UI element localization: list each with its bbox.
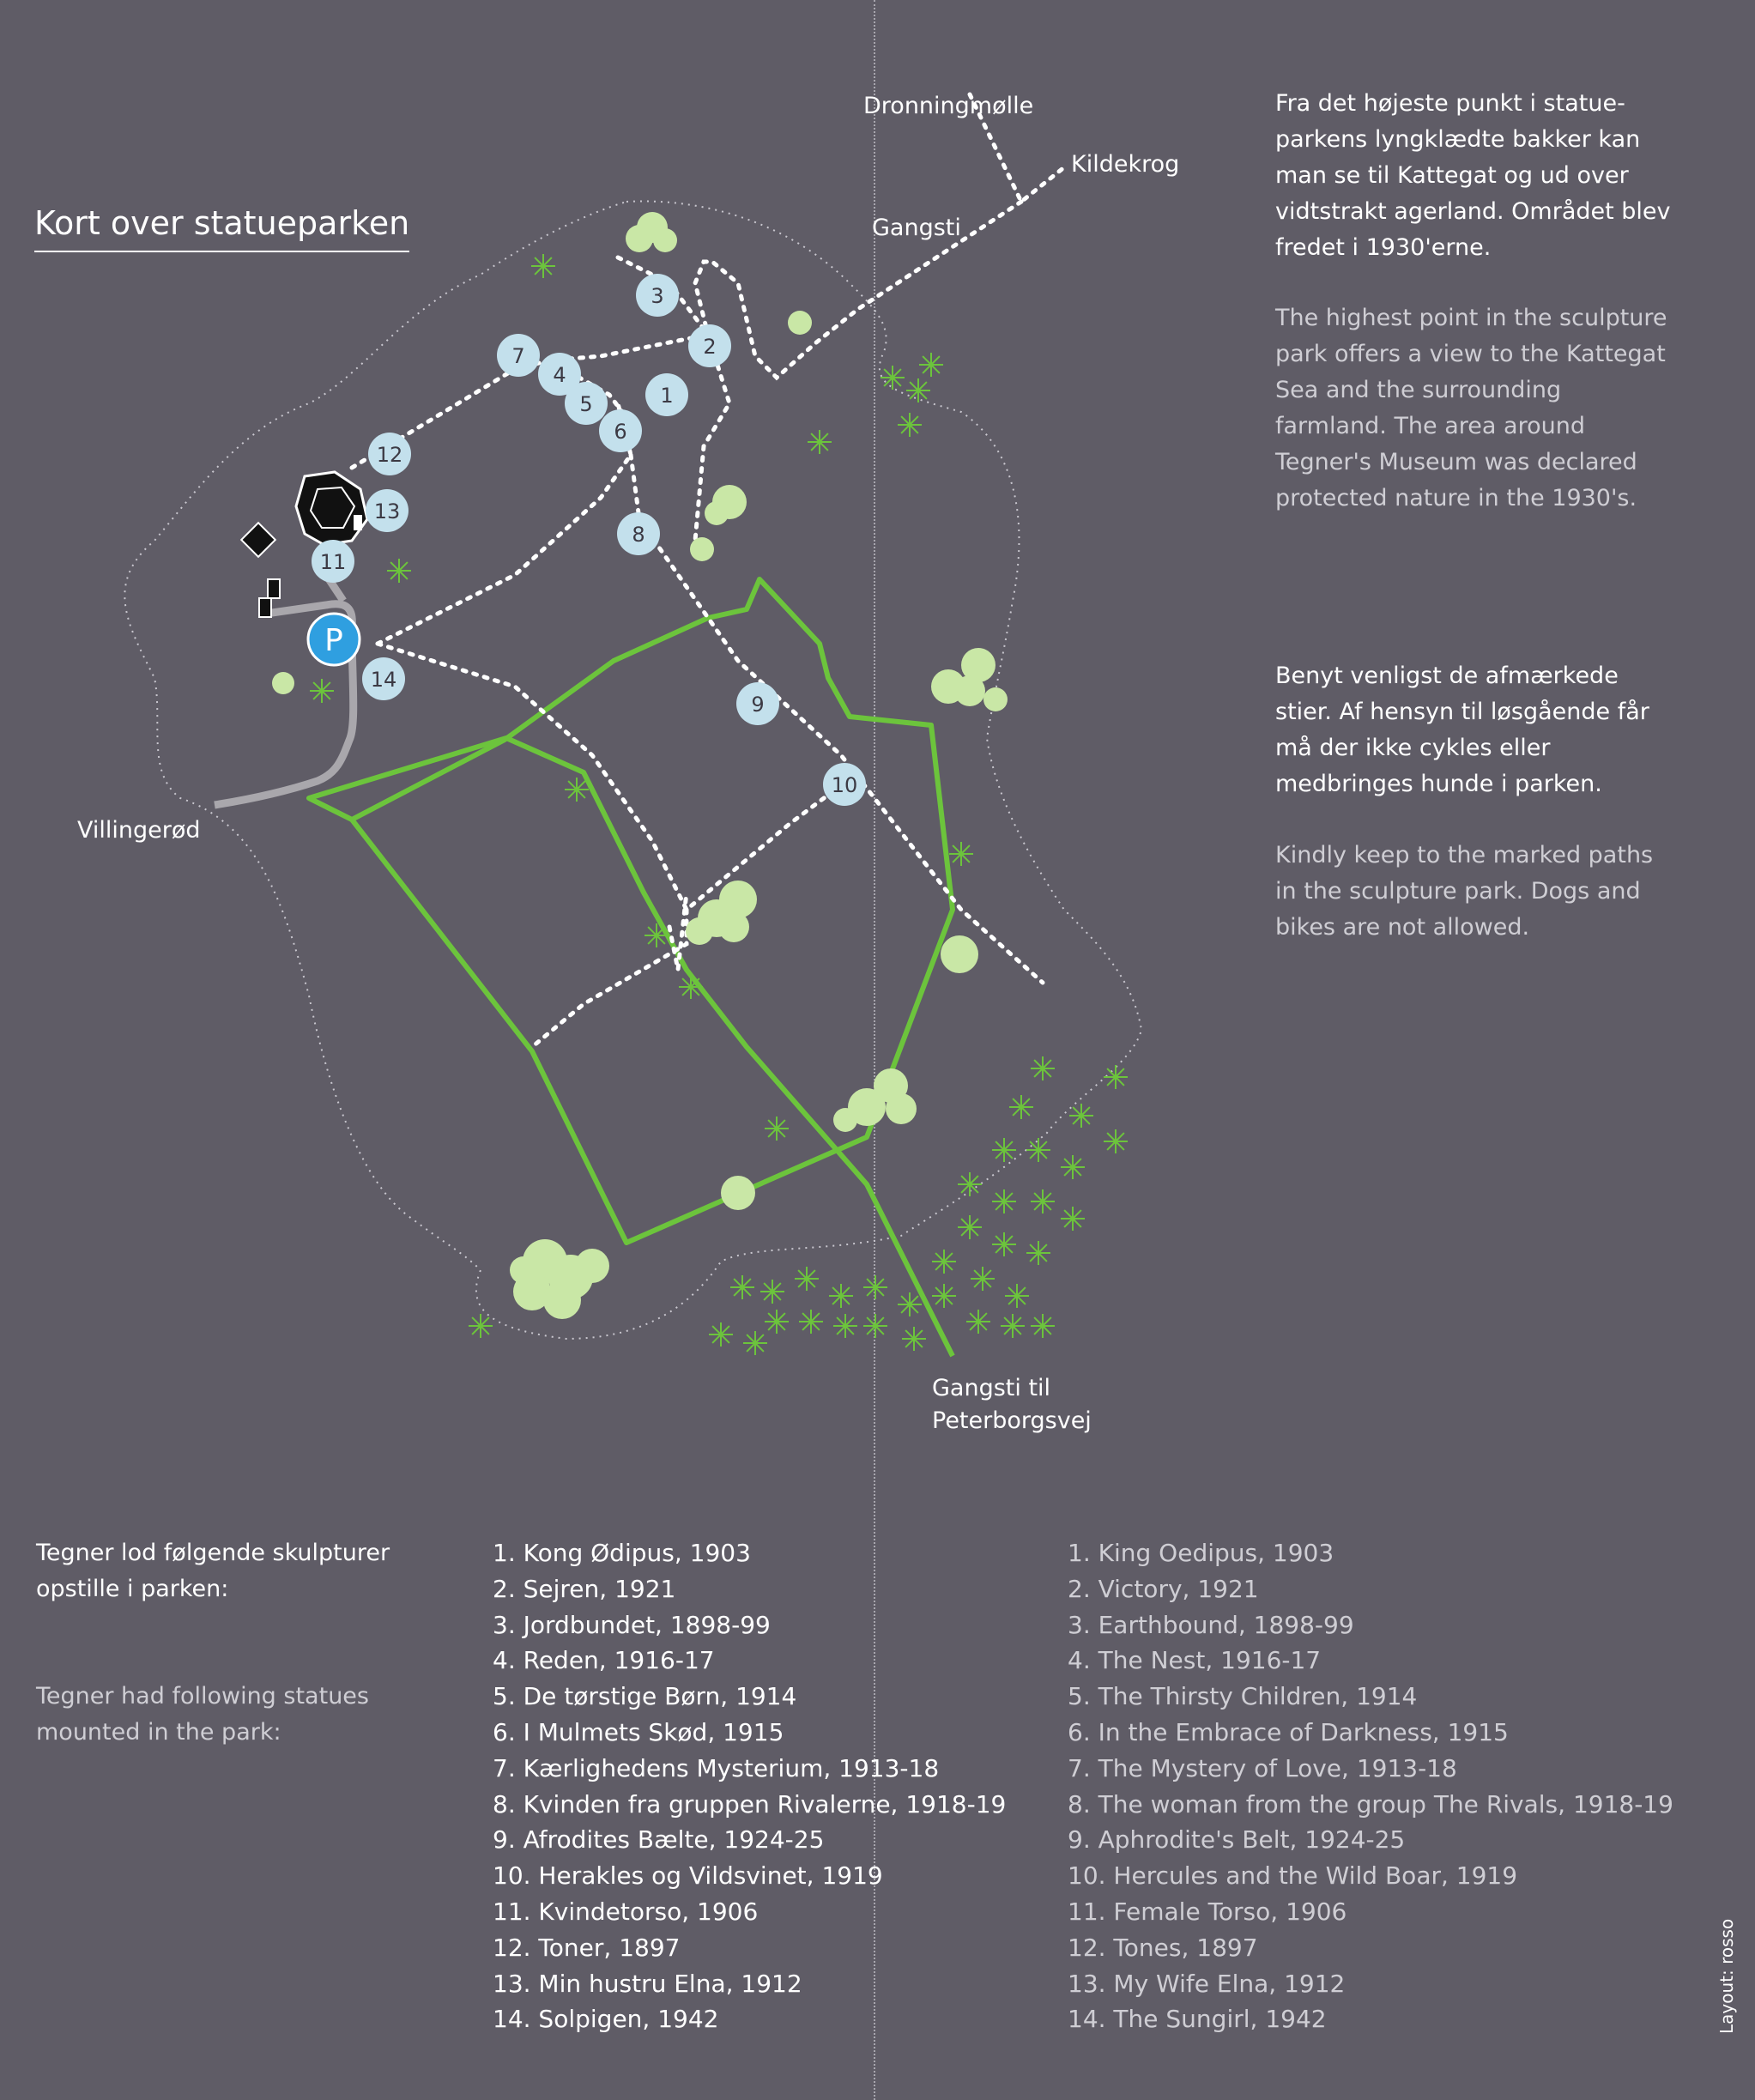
statue-marker-13[interactable] (366, 489, 408, 532)
statue-item: 1. Kong Ødipus, 1903 (493, 1539, 751, 1567)
statue-item: 7. The Mystery of Love, 1913-18 (1068, 1753, 1457, 1782)
label-dronningmolle: Dronningmølle (863, 93, 1034, 119)
shrub (992, 1138, 1016, 1162)
shrub (310, 679, 334, 703)
shrub (743, 1331, 767, 1355)
statue-item: 13. My Wife Elna, 1912 (1068, 1969, 1346, 1998)
statue-item: 14. Solpigen, 1942 (493, 2005, 719, 2034)
statue-item: 11. Kvindetorso, 1906 (493, 1897, 759, 1926)
shrub (992, 1232, 1016, 1256)
shrub (765, 1117, 789, 1141)
shrub (1069, 1104, 1093, 1128)
statue-item: 8. The woman from the group The Rivals, 1918-19 (1068, 1789, 1673, 1819)
park-boundary (124, 201, 1141, 1339)
statue-item: 2. Sejren, 1921 (493, 1574, 676, 1603)
statue-marker-5[interactable] (565, 382, 608, 425)
statue-marker-14[interactable] (362, 657, 405, 700)
shrub (760, 1280, 784, 1304)
shrub (863, 1314, 887, 1338)
statue-marker-label: 1 (660, 384, 674, 408)
shrub (833, 1314, 857, 1338)
statue-item: 13. Min hustru Elna, 1912 (493, 1969, 802, 1998)
shrub (932, 1250, 956, 1274)
shrub (1031, 1189, 1055, 1213)
shrub (971, 1267, 995, 1291)
statue-marker-label: 12 (376, 443, 403, 467)
statue-item: 1. King Oedipus, 1903 (1068, 1539, 1334, 1567)
shrub (902, 1327, 926, 1351)
shrub (919, 353, 943, 377)
label-kildekrog: Kildekrog (1071, 151, 1180, 178)
statue-item: 6. I Mulmets Skød, 1915 (493, 1717, 784, 1746)
shrub (1031, 1056, 1055, 1080)
shrub (1104, 1065, 1128, 1089)
statue-item: 14. The Sungirl, 1942 (1068, 2005, 1327, 2034)
statue-marker-label: 6 (614, 420, 627, 444)
shrub (881, 366, 905, 390)
parking-label: P (324, 623, 343, 658)
statue-item: 8. Kvinden fra gruppen Rivalerne, 1918-19 (493, 1789, 1007, 1819)
shrub (1026, 1241, 1050, 1265)
statue-marker-label: 10 (831, 773, 858, 797)
statue-marker-8[interactable] (617, 512, 660, 555)
statue-marker-7[interactable] (497, 334, 540, 377)
statue-item: 9. Afrodites Bælte, 1924-25 (493, 1825, 825, 1855)
statue-item: 10. Hercules and the Wild Boar, 1919 (1068, 1861, 1518, 1891)
statue-item: 12. Tones, 1897 (1068, 1933, 1258, 1962)
shrub (1009, 1095, 1033, 1119)
rules-text-en: Kindly keep to the marked paths in the sculpture park. Dogs and bikes are not allowed. (1275, 842, 1654, 941)
statue-item: 3. Earthbound, 1898-99 (1068, 1610, 1354, 1639)
shrub (730, 1275, 754, 1299)
statue-marker-label: 4 (553, 363, 566, 387)
statue-markers (312, 274, 866, 806)
shrub (898, 1292, 922, 1316)
statue-marker-2[interactable] (688, 324, 731, 367)
shrub (992, 1189, 1016, 1213)
statue-marker-label: 3 (651, 284, 664, 308)
shrub (709, 1322, 733, 1347)
statue-item: 2. Victory, 1921 (1068, 1574, 1259, 1603)
statue-marker-label: 7 (511, 344, 525, 368)
shrub (765, 1310, 789, 1334)
shrub (808, 430, 832, 454)
statue-marker-label: 14 (370, 668, 397, 692)
shrub (958, 1172, 982, 1196)
statue-marker-12[interactable] (368, 433, 411, 475)
statue-marker-10[interactable] (823, 763, 866, 806)
intro-en: Tegner had following statues mounted in the park: (36, 1683, 369, 1746)
statue-marker-6[interactable] (599, 409, 642, 452)
rules-text-da: Benyt venligst de afmærkede stier. Af hensyn til løsgående får må der ikke cykles eller medbringes hunde i parken. (1275, 663, 1649, 797)
statue-marker-label: 5 (579, 392, 593, 416)
shrub (1001, 1314, 1025, 1338)
parking-marker[interactable] (308, 614, 360, 665)
label-peterborgsvej: Peterborgsvej (932, 1407, 1092, 1434)
page-title: Kort over statueparken (34, 204, 409, 252)
shrub (906, 378, 930, 402)
statue-item: 6. In the Embrace of Darkness, 1915 (1068, 1717, 1509, 1746)
shrub (1031, 1314, 1055, 1338)
statue-item: 5. The Thirsty Children, 1914 (1068, 1682, 1418, 1711)
shrub (829, 1284, 853, 1308)
statue-marker-label: 9 (751, 693, 765, 717)
statue-item: 7. Kærlighedens Mysterium, 1913-18 (493, 1753, 940, 1782)
statue-marker-3[interactable] (636, 274, 679, 317)
shrub (1061, 1155, 1085, 1179)
shrub (531, 254, 555, 278)
shrub (795, 1267, 819, 1291)
statue-list-en (1068, 1535, 1673, 2037)
statue-item: 10. Herakles og Vildsvinet, 1919 (493, 1861, 883, 1891)
statue-item: 4. Reden, 1916-17 (493, 1646, 715, 1675)
shrub (1104, 1129, 1128, 1153)
statue-marker-label: 11 (319, 550, 347, 574)
shrub (958, 1215, 982, 1239)
info-text-en: The highest point in the sculpture park offers a view to the Kattegat Sea and the surrounding farmland. The area around Tegner's Museum was declared protected nature in the 1930's. (1275, 305, 1667, 511)
shrub (1026, 1138, 1050, 1162)
statue-marker-11[interactable] (312, 540, 354, 583)
label-gangsti-til: Gangsti til (932, 1375, 1051, 1401)
shrub (565, 778, 589, 802)
label-gangsti: Gangsti (872, 215, 961, 241)
statue-marker-1[interactable] (645, 373, 688, 416)
statue-marker-label: 2 (703, 335, 717, 359)
statue-marker-label: 8 (632, 523, 645, 547)
info-text-da: Fra det højeste punkt i statue-parkens lyngklædte bakker kan man se til Kattegat og ud over vidtstrakt agerland. Området blev fredet i 1930'erne. (1275, 90, 1671, 261)
statue-marker-label: 13 (373, 499, 401, 523)
shrub (932, 1284, 956, 1308)
buildings (241, 472, 367, 617)
shrub (1005, 1284, 1029, 1308)
statue-item: 9. Aphrodite's Belt, 1924-25 (1068, 1825, 1406, 1855)
statue-item: 4. The Nest, 1916-17 (1068, 1646, 1322, 1675)
statue-item: 11. Female Torso, 1906 (1068, 1897, 1347, 1926)
shrub (949, 842, 973, 866)
shrub (863, 1275, 887, 1299)
green-trail (309, 579, 953, 1356)
statue-list-da (493, 1535, 1006, 2037)
shrub (387, 559, 411, 583)
shrub (469, 1314, 493, 1338)
shrub (966, 1310, 990, 1334)
statue-marker-9[interactable] (736, 682, 779, 725)
statue-item: 5. De tørstige Børn, 1914 (493, 1682, 797, 1711)
statue-item: 3. Jordbundet, 1898-99 (493, 1610, 771, 1639)
shrub (679, 975, 703, 999)
layout-credit: Layout: rosso (1716, 1918, 1737, 2034)
shrub (799, 1310, 823, 1334)
statue-item: 12. Toner, 1897 (493, 1933, 681, 1962)
intro-da: Tegner lod følgende skulpturer opstille i parken: (36, 1540, 390, 1602)
shrub (645, 923, 669, 947)
shrub (898, 413, 922, 437)
label-villingerod: Villingerød (77, 817, 201, 844)
shrub (1061, 1207, 1085, 1231)
